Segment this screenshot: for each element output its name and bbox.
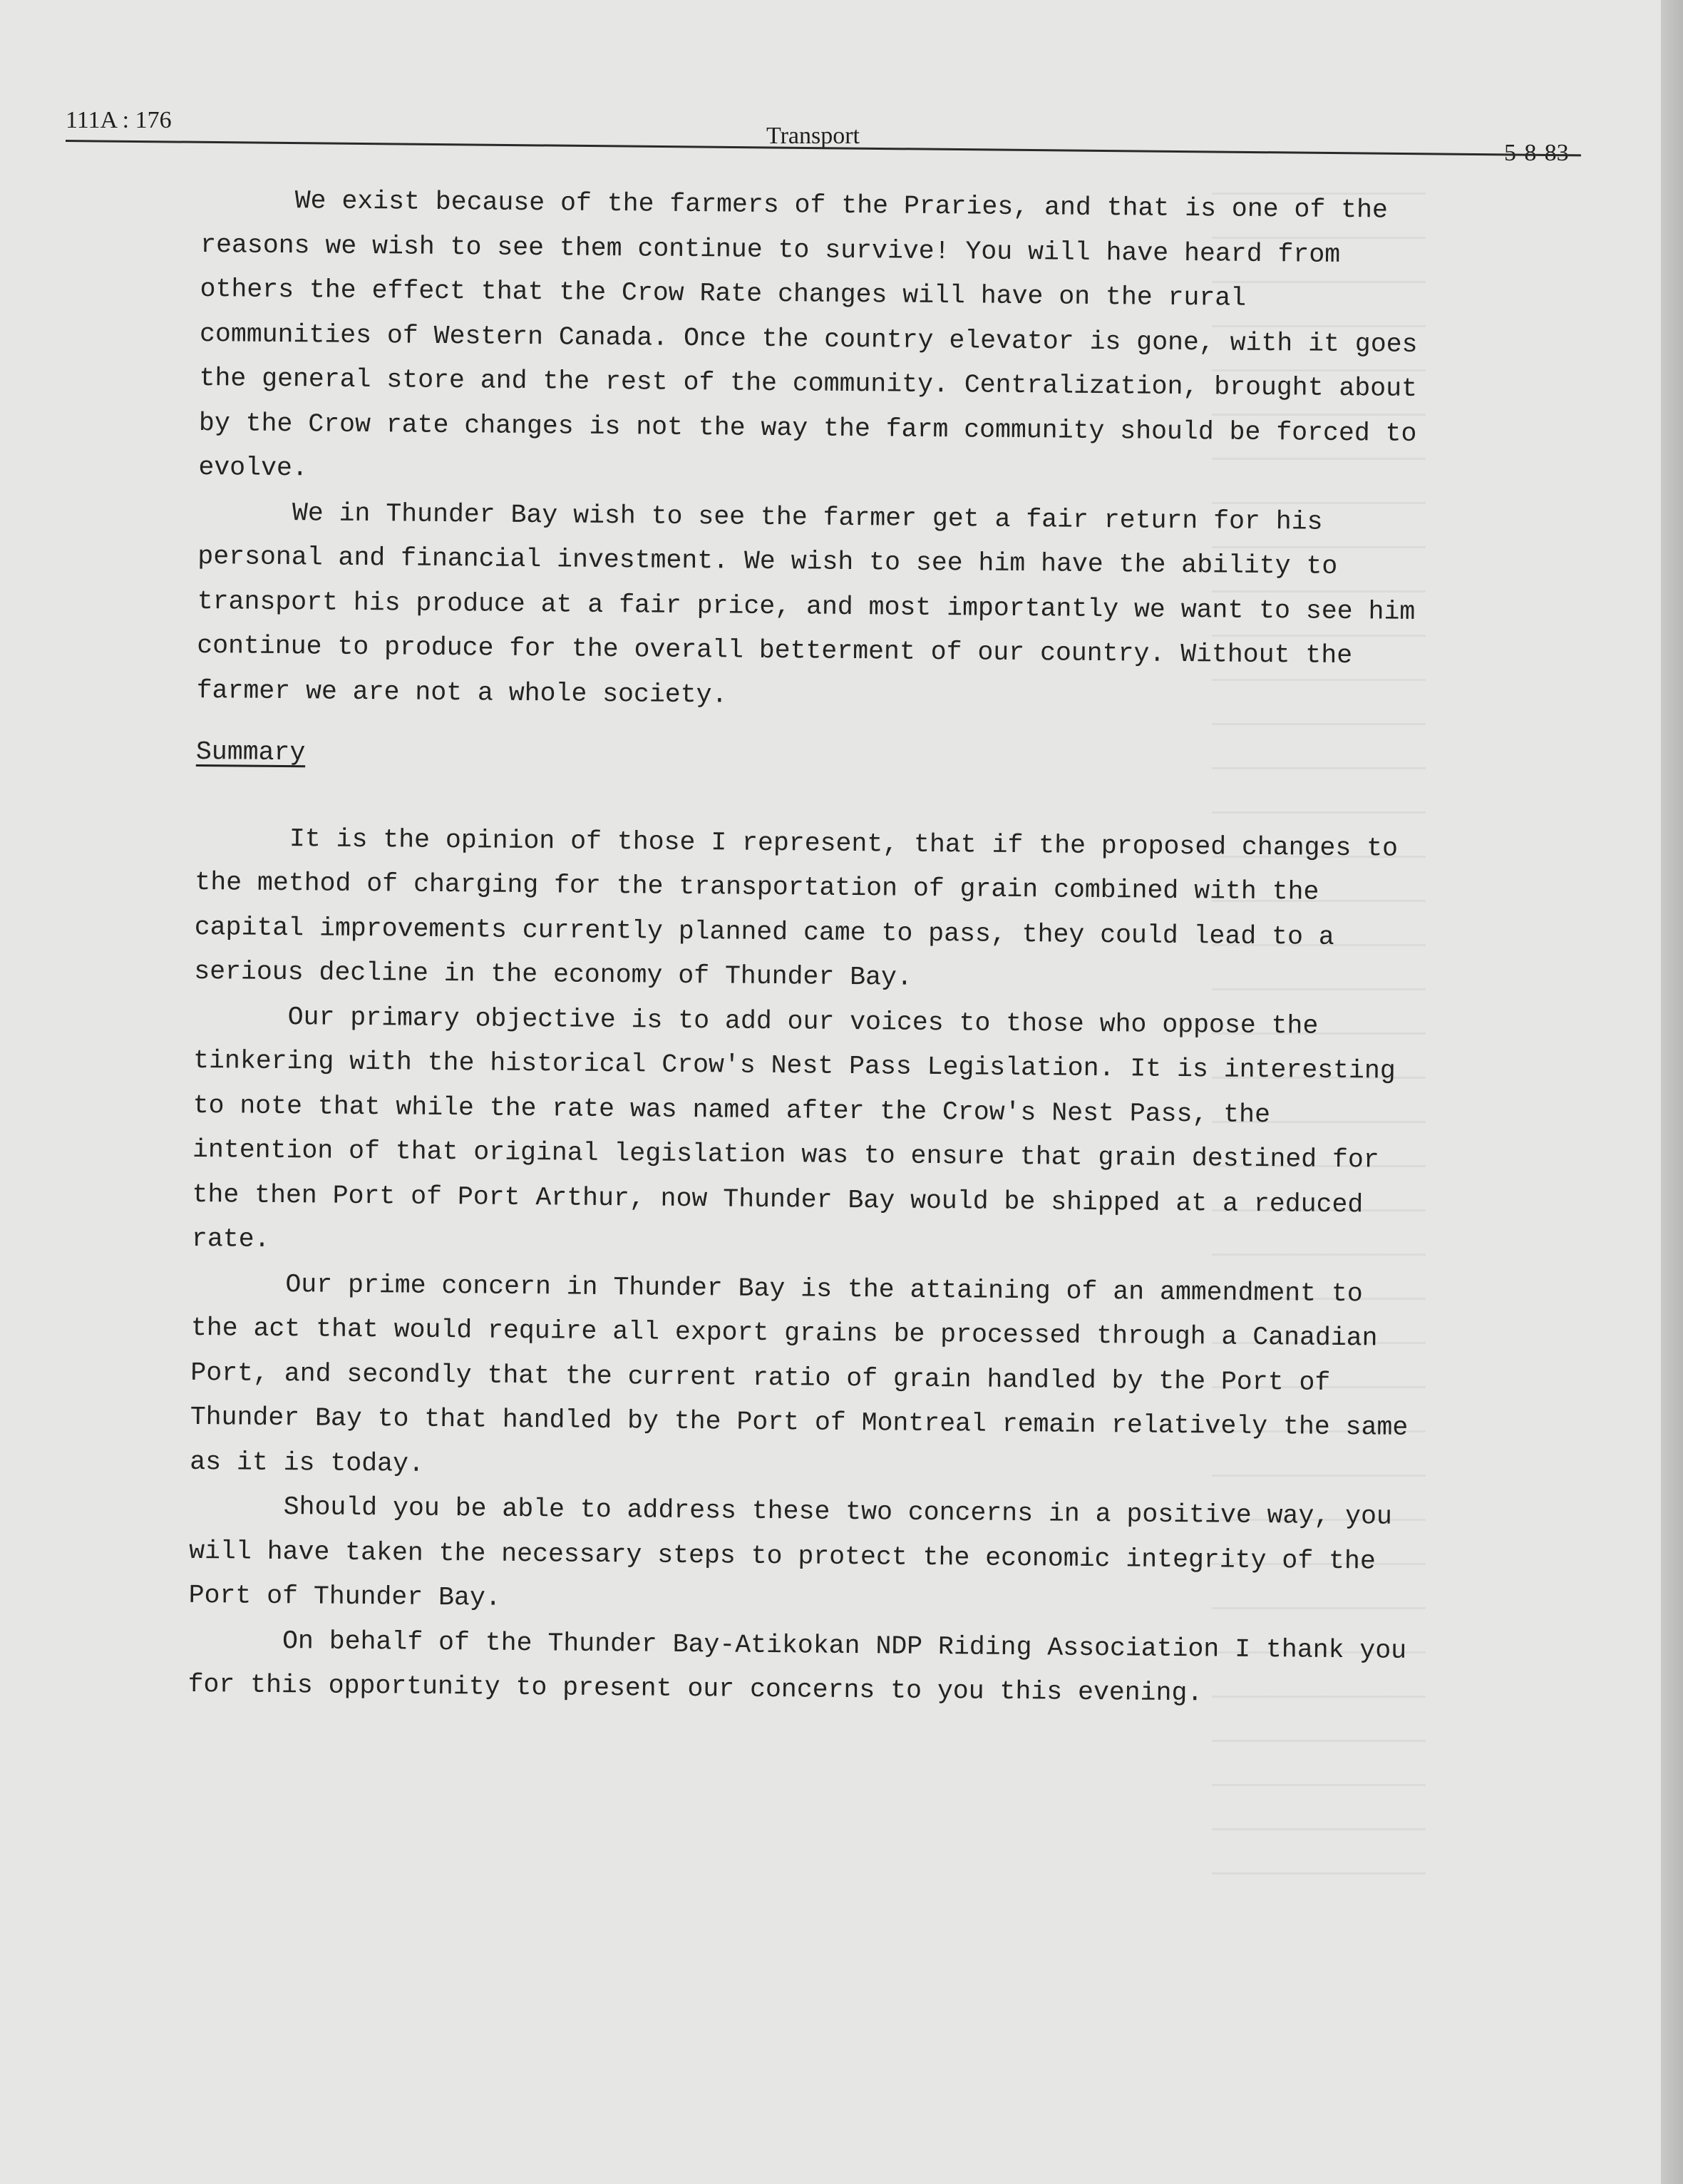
paragraph-fair-return: We in Thunder Bay wish to see the farmer get a fair return for his personal and financial investment. We wish to see him have the ability to transport his produce at a fair price, and most importantly we want to see him continue to produce for the overall betterment of our country. Without the farmer we are not a whole society. bbox=[196, 498, 1416, 709]
page-edge-shadow bbox=[1661, 0, 1683, 2184]
paragraph-opinion: It is the opinion of those I represent, that if the proposed changes to the method of charging for the transportation of grain combined with the capital improvements currently planned came to pass, they could lead to a serious decline in the economy of Thunder Bay. bbox=[194, 824, 1399, 993]
document-body bbox=[187, 178, 1427, 1718]
summary-heading: Summary bbox=[195, 737, 306, 768]
paragraph-farmers-survival: We exist because of the farmers of the Praries, and that is one of the reasons we wish to see them continue to survive! You will have heard from others the effect that the Crow Rate changes will have on the rural communities of Western Canada. Once the country elevator is gone, with it goes the general store and the rest of the community. Centralization, brought about by the Crow rate changes is not the way the farm community should be forced to evolve. bbox=[198, 186, 1418, 483]
paragraph-closing-thanks: On behalf of the Thunder Bay-Atikokan NDP Riding Association I thank you for this opportunity to present our concerns to you this evening. bbox=[187, 1626, 1407, 1708]
paragraph-prime-concern: Our prime concern in Thunder Bay is the attaining of an ammendment to the act that would require all export grains be processed through a Canadian Port, and secondly that the current ratio of grain handled by the Port of Thunder Bay to that handled by the Port of Montreal remain relatively the same as it is today. bbox=[190, 1269, 1409, 1479]
paragraph-primary-objective: Our primary objective is to add our voices to those who oppose the tinkering with the historical Crow's Nest Pass Legislation. It is interesting to note that while the rate was named after the Crow's Nest Pass, the intention of that original legislation was to ensure that grain destined for the then Port of Port Arthur, now Thunder Bay would be shipped at a reduced rate. bbox=[191, 1002, 1396, 1254]
document-date: 5-8-83 bbox=[1504, 140, 1569, 166]
page-number: 111A : 176 bbox=[66, 107, 172, 133]
section-title: Transport bbox=[766, 123, 860, 149]
paragraph-address-concerns: Should you be able to address these two concerns in a positive way, you will have taken the necessary steps to protect the economic integrity of the Port of Thunder Bay. bbox=[188, 1492, 1393, 1613]
